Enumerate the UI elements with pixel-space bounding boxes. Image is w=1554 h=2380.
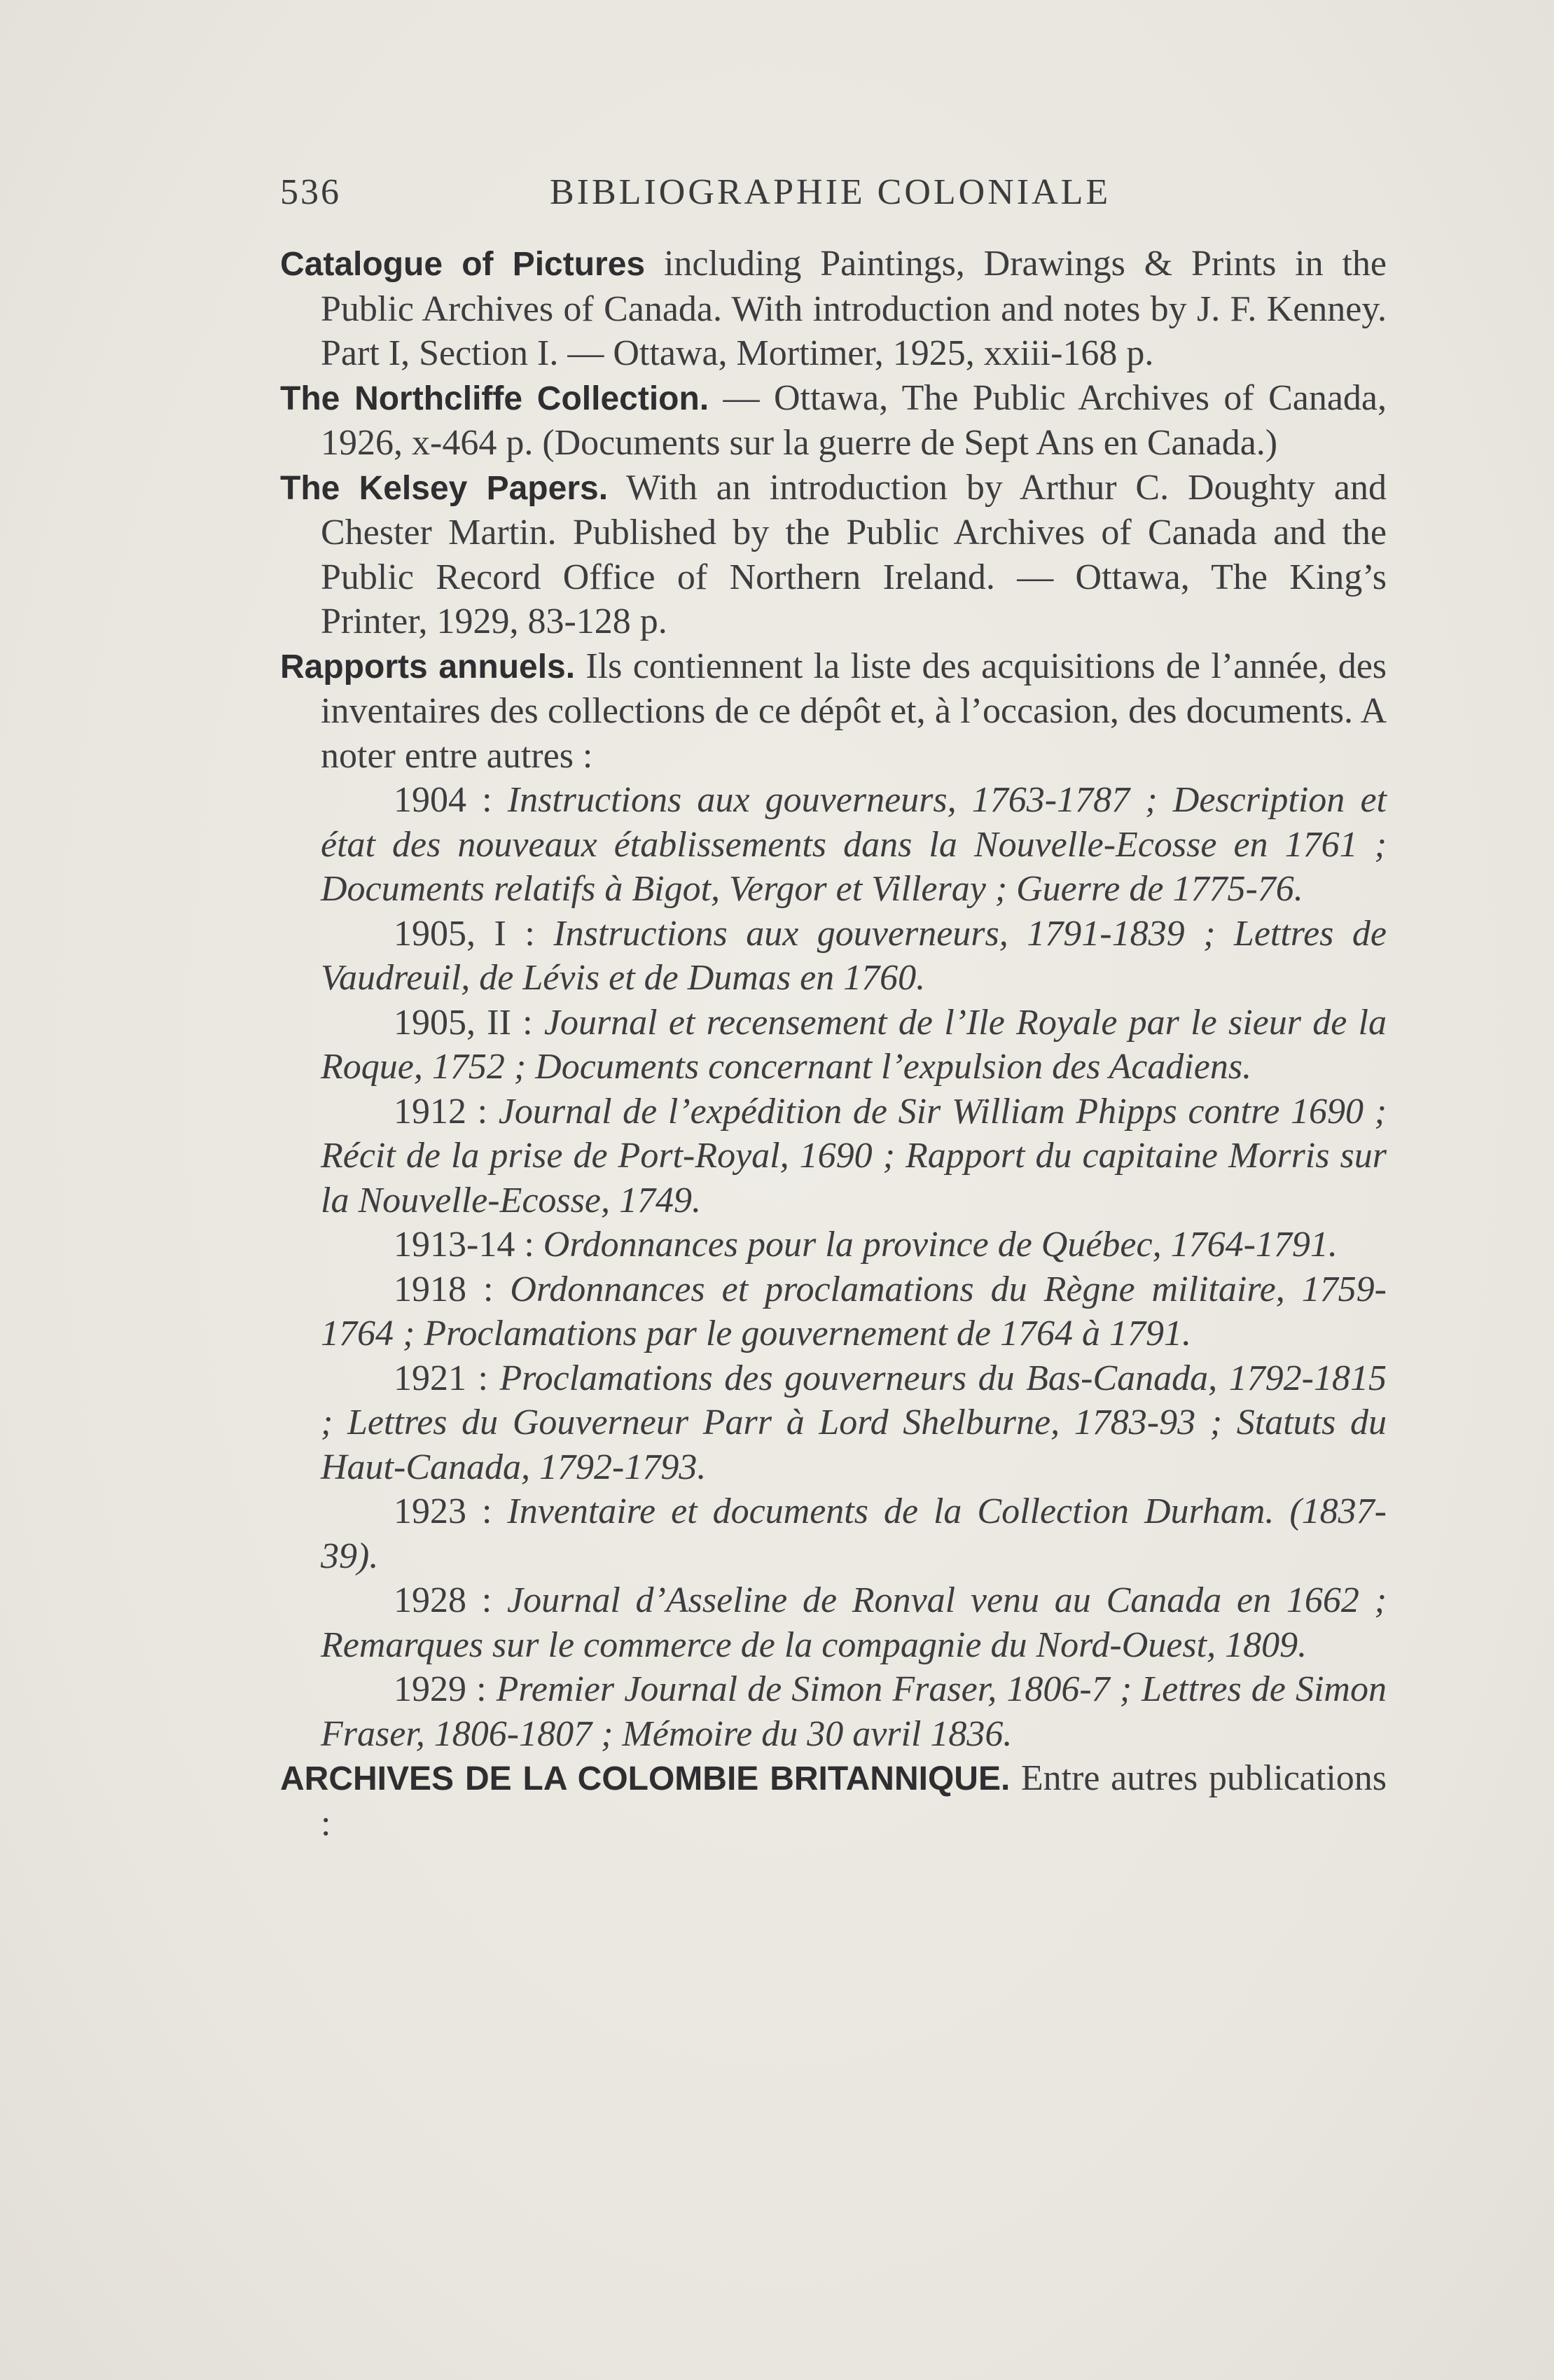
report-item-1905-i xyxy=(280,912,1387,1001)
entry-kelsey-papers xyxy=(280,466,1387,644)
report-text: Journal et recensement de l’Ile Royale par le sieur de la Roque, 1752 ; Documents concernant l’expulsion des Acadiens. xyxy=(321,1002,1387,1087)
report-year: 1923 : xyxy=(394,1491,508,1531)
report-year: 1921 : xyxy=(394,1358,500,1398)
report-text: Proclamations des gouverneurs du Bas-Canada, 1792-1815 ; Lettres du Gouverneur Parr à Lord Shelburne, 1783-93 ; Statuts du Haut-Canada, 1792-1793. xyxy=(321,1358,1387,1487)
running-head xyxy=(280,172,1394,221)
entry-text: Ils contiennent la liste des acquisitions de l’année, des inventaires des collections de ce dépôt et, à l’occasion, des documents. A noter entre autres : xyxy=(321,646,1387,776)
report-item-1929 xyxy=(280,1667,1387,1756)
report-item-1913-14 xyxy=(280,1223,1387,1267)
report-item-1923 xyxy=(280,1489,1387,1578)
report-text: Premier Journal de Simon Fraser, 1806-7 ; Lettres de Simon Fraser, 1806-1807 ; Mémoire du 30 avril 1836. xyxy=(321,1669,1387,1754)
entry-text: including Paintings, Drawings & Prints in the Public Archives of Canada. With introduction and notes by J. F. Kenney. Part I, Section I. — Ottawa, Mortimer, 1925, xxiii-168 p. xyxy=(321,244,1387,373)
entry-catalogue-of-pictures xyxy=(280,242,1387,376)
report-year: 1905, I : xyxy=(394,913,554,954)
report-item-1918 xyxy=(280,1267,1387,1356)
entry-northcliffe-collection xyxy=(280,376,1387,466)
page-number: 536 xyxy=(280,172,341,212)
entry-text: — Ottawa, The Public Archives of Canada, 1926, x-464 p. (Documents sur la guerre de Sept Ans en Canada.) xyxy=(321,377,1387,463)
entry-heading: Rapports annuels. xyxy=(280,648,576,686)
entry-archives-colombie-britannique xyxy=(280,1756,1387,1846)
entry-heading: Catalogue of Pictures xyxy=(280,246,646,283)
report-item-1928 xyxy=(280,1578,1387,1667)
report-year: 1905, II : xyxy=(394,1002,544,1043)
report-year: 1904 : xyxy=(394,780,508,820)
entry-heading: The Northcliffe Collection. xyxy=(280,380,709,417)
section-text: Entre autres publications : xyxy=(321,1758,1387,1844)
report-text: Ordonnances pour la province de Québec, 1764-1791. xyxy=(543,1225,1338,1265)
report-text: Ordonnances et proclamations du Règne militaire, 1759-1764 ; Proclamations par le gouvernement de 1764 à 1791. xyxy=(321,1269,1387,1353)
running-head-title: BIBLIOGRAPHIE COLONIALE xyxy=(550,172,1111,212)
report-year: 1913-14 : xyxy=(394,1225,543,1265)
entry-rapports-annuels xyxy=(280,644,1387,779)
report-text: Instructions aux gouverneurs, 1763-1787 ; Description et état des nouveaux établissements dans la Nouvelle-Ecosse en 1761 ; Documents relatifs à Bigot, Vergor et Villeray ; Guerre de 1775-76. xyxy=(321,780,1387,909)
report-text: Journal de l’expédition de Sir William Phipps contre 1690 ; Récit de la prise de Port-Royal, 1690 ; Rapport du capitaine Morris sur la Nouvelle-Ecosse, 1749. xyxy=(321,1091,1387,1220)
report-text: Journal d’Asseline de Ronval venu au Canada en 1662 ; Remarques sur le commerce de la compagnie du Nord-Ouest, 1809. xyxy=(321,1580,1387,1665)
entry-text: With an introduction by Arthur C. Doughty and Chester Martin. Published by the Public Archives of Canada and the Public Record Office of Northern Ireland. — Ottawa, The King’s Printer, 1929, 83-128 p. xyxy=(321,467,1387,641)
report-year: 1918 : xyxy=(394,1269,511,1309)
report-item-1921 xyxy=(280,1356,1387,1490)
section-heading: ARCHIVES DE LA COLOMBIE BRITANNIQUE. xyxy=(280,1760,1011,1797)
entry-heading: The Kelsey Papers. xyxy=(280,469,609,507)
report-text: Instructions aux gouverneurs, 1791-1839 ; Lettres de Vaudreuil, de Lévis et de Dumas en 1760. xyxy=(321,913,1387,998)
page-body xyxy=(280,242,1387,1846)
report-year: 1929 : xyxy=(394,1669,497,1709)
report-text: Inventaire et documents de la Collection Durham. (1837-39). xyxy=(321,1491,1387,1576)
report-year: 1912 : xyxy=(394,1091,499,1132)
report-item-1905-ii xyxy=(280,1001,1387,1090)
report-year: 1928 : xyxy=(394,1580,508,1620)
report-item-1904 xyxy=(280,778,1387,912)
report-item-1912 xyxy=(280,1090,1387,1223)
